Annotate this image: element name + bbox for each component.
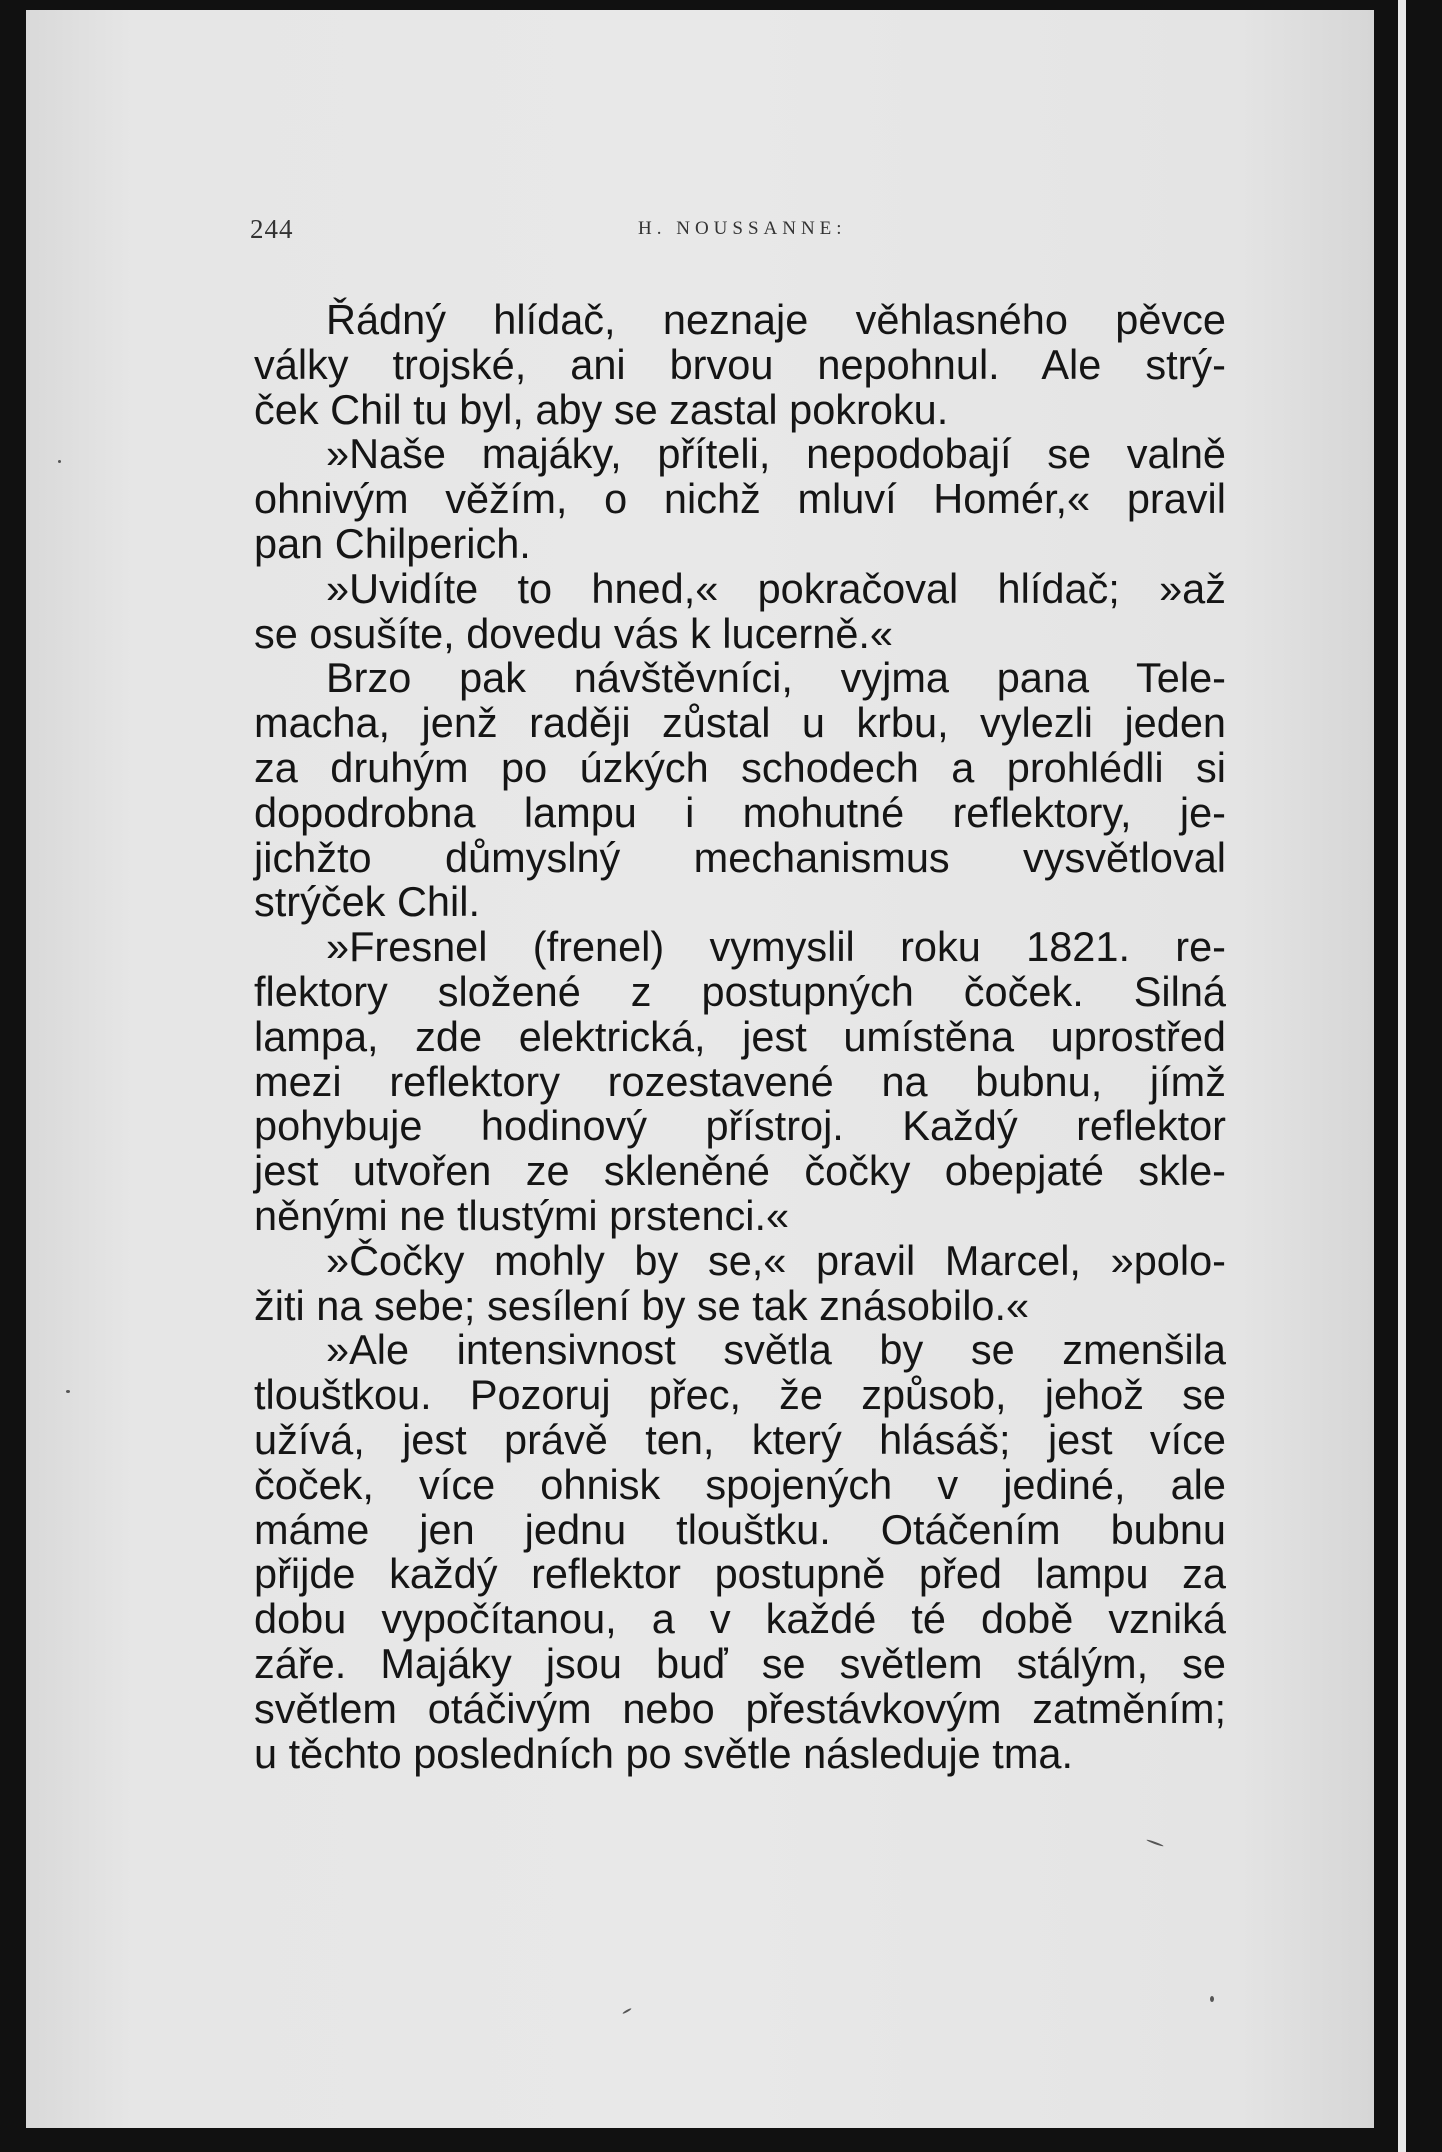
paper-speck	[1210, 1996, 1214, 2002]
text-line: tlouštkou. Pozoruj přec, že způsob, jehož se	[254, 1371, 1226, 1419]
text-line: »Fresnel (frenel) vymyslil roku 1821. re-	[326, 923, 1226, 971]
paragraph	[254, 432, 1226, 566]
page-edge	[1398, 0, 1406, 2152]
text-line: jichžto důmyslný mechanismus vysvětloval	[254, 833, 1226, 881]
text-line: Brzo pak návštěvníci, vyjma pana Tele-	[326, 654, 1226, 702]
paragraph	[254, 298, 1226, 432]
text-line: u těchto posledních po světle následuje tma.	[254, 1729, 1073, 1777]
text-line: za druhým po úzkých schodech a prohlédli si	[254, 743, 1226, 791]
text-line: dobu vypočítanou, a v každé té době vzniká	[254, 1595, 1226, 1643]
text-line: ohnivým věžím, o nichž mluví Homér,« pravil	[254, 475, 1226, 523]
text-line: jest utvořen ze skleněné čočky obepjaté skle-	[254, 1147, 1226, 1195]
text-line: Řádný hlídač, neznaje věhlasného pěvce	[326, 296, 1226, 343]
page-number: 244	[250, 214, 294, 244]
text-line: »Naše majáky, příteli, nepodobají se valně	[326, 430, 1226, 478]
text-line: macha, jenž raději zůstal u krbu, vylezli jeden	[254, 699, 1226, 747]
paragraph	[254, 564, 1226, 657]
paper-speck	[66, 1390, 70, 1393]
running-header-author: H. NOUSSANNE:	[638, 218, 847, 239]
paragraph	[254, 1236, 1226, 1329]
text-line: žiti na sebe; sesílení by se tak znásobilo.«	[254, 1281, 1030, 1329]
text-line: užívá, jest právě ten, který hlásáš; jest více	[254, 1415, 1226, 1463]
text-line: pohybuje hodinový přístroj. Každý reflektor	[254, 1102, 1226, 1150]
text-line: čoček, více ohnisk spojených v jediné, ale	[254, 1460, 1226, 1508]
paragraph	[254, 1328, 1226, 1776]
paper-speck	[1146, 1839, 1164, 1847]
paper-speck	[58, 460, 61, 463]
body-text	[254, 298, 1226, 1776]
text-line: záře. Majáky jsou buď se světlem stálým, se	[254, 1639, 1226, 1687]
text-line: »Uvidíte to hned,« pokračoval hlídač; »až	[326, 564, 1226, 612]
text-line: ček Chil tu byl, aby se zastal pokroku.	[254, 385, 949, 433]
text-line: pan Chilperich.	[254, 519, 531, 567]
text-line: »Čočky mohly by se,« pravil Marcel, »polo-	[326, 1236, 1226, 1284]
running-header	[250, 214, 1220, 254]
text-line: lampa, zde elektrická, jest umístěna uprostřed	[254, 1012, 1226, 1060]
text-line: máme jen jednu tlouštku. Otáčením bubnu	[254, 1505, 1226, 1553]
text-line: »Ale intensivnost světla by se zmenšila	[326, 1326, 1226, 1374]
text-line: se osušíte, dovedu vás k lucerně.«	[254, 609, 894, 657]
paper-speck	[622, 2008, 632, 2015]
text-line: mezi reflektory rozestavené na bubnu, jímž	[254, 1057, 1226, 1105]
text-line: přijde každý reflektor postupně před lampu za	[254, 1550, 1226, 1598]
text-line: strýček Chil.	[254, 878, 480, 926]
paragraph	[254, 925, 1226, 1239]
paragraph	[254, 656, 1226, 925]
text-line: dopodrobna lampu i mohutné reflektory, je-	[254, 788, 1226, 836]
text-line: flektory složené z postupných čoček. Silná	[254, 967, 1226, 1015]
text-line: války trojské, ani brvou nepohnul. Ale strý-	[254, 340, 1226, 388]
text-line: něnými ne tlustými prstenci.«	[254, 1191, 790, 1239]
text-line: světlem otáčivým nebo přestávkovým zatměním;	[254, 1684, 1226, 1732]
